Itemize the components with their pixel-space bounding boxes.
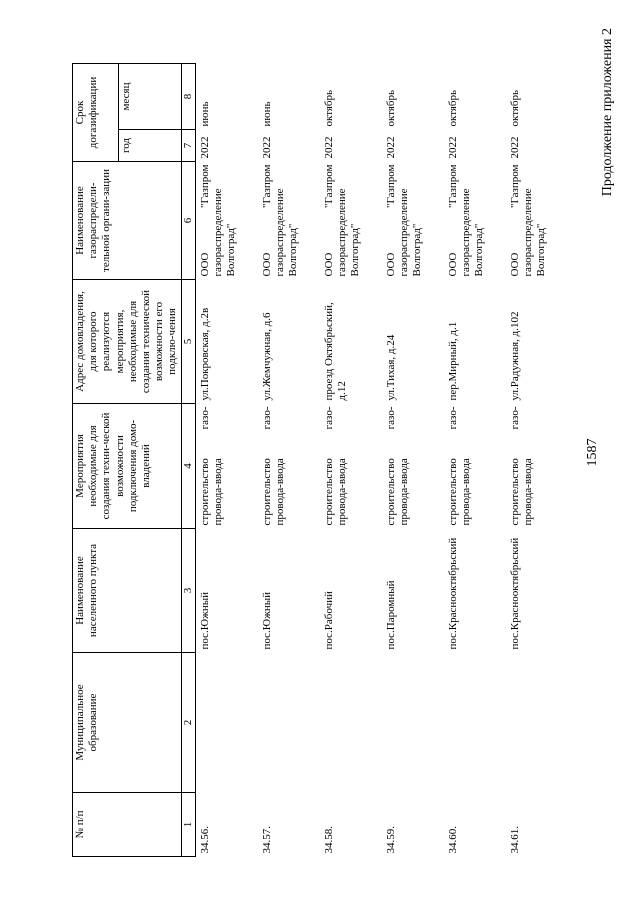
column-number: 5 <box>181 280 195 404</box>
table-row <box>195 64 258 857</box>
column-number: 3 <box>181 529 195 653</box>
row-settlement: пос.Паромный <box>384 580 397 650</box>
header-month: месяц <box>118 64 181 130</box>
row-address: ул.Тихая, д.24 <box>384 334 397 401</box>
header-address: Адрес домовладения, для которого реализуются мероприятия, необходимые для создания технической возможности его подклю-чения <box>73 280 182 404</box>
gasification-table <box>72 63 568 857</box>
row-measure: строительство газо-провода-ввода <box>322 406 348 526</box>
row-year: 2022 <box>322 136 335 159</box>
row-year: 2022 <box>508 136 521 159</box>
header-settlement: Наименование населенного пункта <box>73 529 182 653</box>
table-row <box>444 64 506 857</box>
row-month: июнь <box>260 101 273 127</box>
header-deadline: Срок догазификации <box>73 64 119 162</box>
row-municipality <box>444 653 506 793</box>
row-municipality <box>320 653 382 793</box>
row-number: 34.60. <box>446 826 459 854</box>
row-month: октябрь <box>322 89 335 127</box>
row-address: проезд Октябрьский, д.12 <box>322 302 348 401</box>
row-number: 34.61. <box>508 826 521 854</box>
table-row <box>258 64 320 857</box>
column-number: 2 <box>181 653 195 793</box>
row-measure: строительство газо-провода-ввода <box>384 406 410 526</box>
row-measure: строительство газо-провода-ввода <box>198 406 224 526</box>
row-measure: строительство газо-провода-ввода <box>446 406 472 526</box>
row-month: октябрь <box>508 89 521 127</box>
header-row <box>73 64 119 857</box>
row-month: июнь <box>198 101 211 127</box>
table-row <box>506 64 568 857</box>
row-organization: ООО "Газпром газораспределение Волгоград" <box>260 164 300 277</box>
row-address: ул.Радужная, д.102 <box>508 311 521 401</box>
row-month: октябрь <box>446 89 459 127</box>
header-number: № п/п <box>73 793 182 857</box>
header-year: год <box>118 130 181 162</box>
table-row <box>320 64 382 857</box>
row-year: 2022 <box>198 136 211 159</box>
row-year: 2022 <box>446 136 459 159</box>
row-address: ул.Покровская, д.2в <box>198 307 211 401</box>
row-settlement: пос.Южный <box>260 592 273 650</box>
column-number: 8 <box>181 64 195 130</box>
row-month: октябрь <box>384 89 397 127</box>
row-organization: ООО "Газпром газораспределение Волгоград" <box>322 164 362 277</box>
continuation-title: Продолжение приложения 2 <box>600 28 615 197</box>
row-organization: ООО "Газпром газораспределение Волгоград" <box>446 164 486 277</box>
column-number: 1 <box>181 793 195 857</box>
table-row <box>382 64 444 857</box>
row-number: 34.58. <box>322 826 335 854</box>
row-organization: ООО "Газпром газораспределение Волгоград" <box>508 164 548 277</box>
row-number: 34.57. <box>260 826 273 854</box>
header-measures: Мероприятия необходимые для создания техни-ческой возможности подключения домо-владений <box>73 404 182 529</box>
row-number: 34.59. <box>384 826 397 854</box>
row-number: 34.56. <box>198 826 211 854</box>
row-measure: строительство газо-провода-ввода <box>508 406 534 526</box>
row-address: пер.Мирный, д.1 <box>446 321 459 401</box>
row-year: 2022 <box>260 136 273 159</box>
row-municipality <box>195 653 258 793</box>
row-organization: ООО "Газпром газораспределение Волгоград" <box>384 164 424 277</box>
row-organization: ООО "Газпром газораспределение Волгоград" <box>198 164 238 277</box>
row-municipality <box>506 653 568 793</box>
row-settlement: пос.Южный <box>198 592 211 650</box>
row-municipality <box>258 653 320 793</box>
column-number: 4 <box>181 404 195 529</box>
column-number-row <box>181 64 195 857</box>
row-municipality <box>382 653 444 793</box>
row-year: 2022 <box>384 136 397 159</box>
column-number: 7 <box>181 130 195 162</box>
column-number: 6 <box>181 162 195 280</box>
row-settlement: пос.Краснооктябрьский <box>508 537 521 650</box>
header-organization: Наименование газораспредели-тельной органи-зации <box>73 162 182 280</box>
row-measure: строительство газо-провода-ввода <box>260 406 286 526</box>
row-address: ул.Жемчужная, д.6 <box>260 312 273 401</box>
page-number: 1587 <box>585 438 600 467</box>
row-settlement: пос.Краснооктябрьский <box>446 537 459 650</box>
header-municipality: Муниципальное образование <box>73 653 182 793</box>
row-settlement: пос.Рабочий <box>322 591 335 650</box>
